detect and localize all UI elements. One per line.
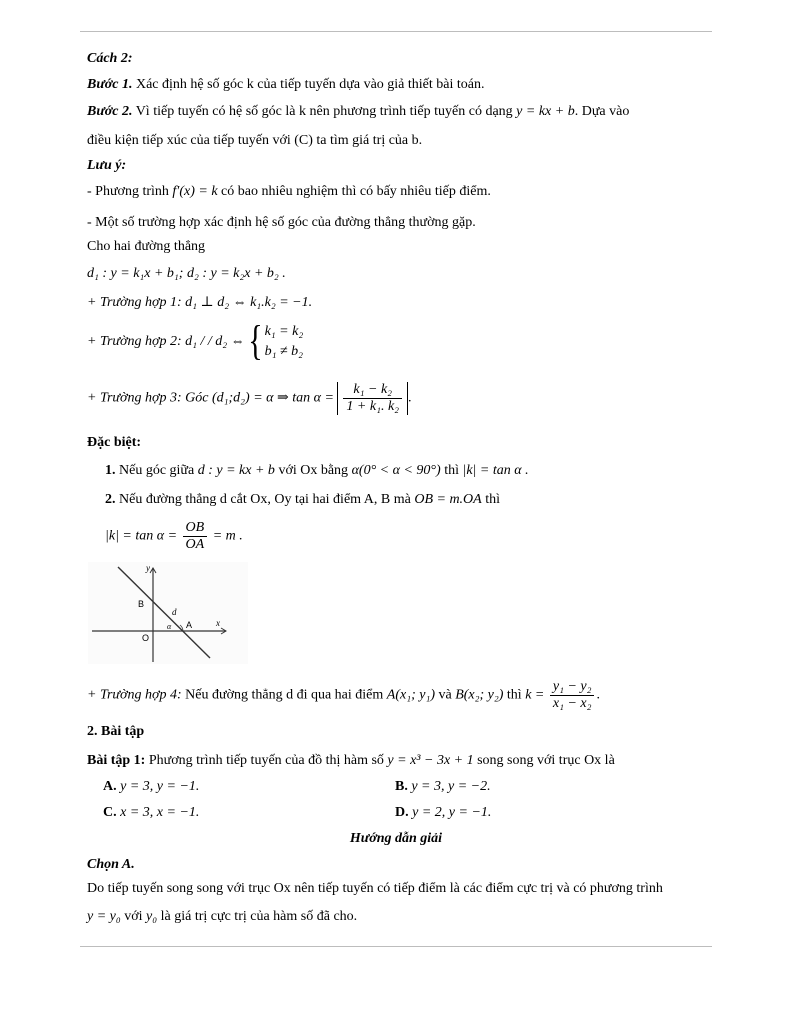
- option-b-letter: B.: [395, 779, 408, 794]
- special-1: [105, 462, 529, 480]
- angle-alpha-label: α: [167, 622, 172, 631]
- note-1-text: - Phương trình: [87, 184, 173, 199]
- special-1-text2: với Ox bằng: [274, 463, 352, 478]
- option-d-letter: D.: [395, 805, 409, 820]
- note-1-text-end: có bao nhiêu nghiệm thì có bấy nhiêu tiếp điểm.: [217, 184, 491, 199]
- option-a[interactable]: [103, 779, 199, 795]
- case-3-end: .: [408, 390, 412, 406]
- special-2: [105, 491, 500, 509]
- case-3-fraction: [343, 382, 402, 415]
- option-a-text: y = 3, y = −1.: [120, 779, 200, 794]
- origin-label: O: [142, 633, 150, 643]
- case-4-fraction: [550, 679, 595, 712]
- special-2-numerator: OB: [183, 520, 208, 537]
- exercise-1-text: Phương trình tiếp tuyến của đồ thị hàm số: [145, 753, 388, 768]
- case-2-formula: : d₁ / / d₂ ⇔: [177, 334, 245, 349]
- option-a-letter: A.: [103, 779, 117, 794]
- case-2-row2: b₁ ≠ b₂: [264, 344, 304, 359]
- line-figure: [88, 562, 248, 664]
- figure-background: [88, 562, 248, 664]
- option-c[interactable]: [103, 805, 199, 821]
- special-2-fraction: [183, 520, 208, 553]
- solution-line-1: Do tiếp tuyến song song với trục Ox nên tiếp tuyến có tiếp điểm là các điểm cực trị và có phương trình: [87, 881, 663, 896]
- case-4-label: + Trường hợp 4:: [87, 687, 182, 703]
- case-2-label: + Trường hợp 2: [87, 334, 177, 349]
- heading-luu-y: Lưu ý:: [87, 158, 127, 173]
- point-B-label: B: [138, 599, 145, 609]
- special-2-formula-right: = m .: [212, 528, 243, 544]
- special-1-eq3: |k| = tan α .: [462, 463, 529, 478]
- step2-label: Bước 2.: [87, 104, 133, 119]
- case-3: [87, 382, 412, 415]
- special-1-label: 1.: [105, 463, 116, 478]
- step2-line2: điều kiện tiếp xúc của tiếp tuyến với (C) ta tìm giá trị của b.: [87, 133, 423, 148]
- exercise-1-function: y = x³ − 3x + 1: [387, 753, 474, 768]
- special-2-eq: OB = m.OA: [414, 492, 482, 507]
- case-2: [87, 318, 304, 365]
- case-1-label: + Trường hợp 1: [87, 295, 177, 310]
- special-1-text3: thì: [440, 463, 463, 478]
- special-1-eq: d : y = kx + b: [197, 463, 275, 478]
- exercise-1-text-end: song song với trục Ox là: [473, 753, 615, 768]
- special-2-label: 2.: [105, 492, 116, 507]
- exercise-1: [87, 752, 615, 770]
- case-3-label: + Trường hợp 3: [87, 390, 177, 406]
- option-c-letter: C.: [103, 805, 117, 820]
- point-A-label: A: [186, 620, 193, 630]
- step2-text: Vì tiếp tuyến có hệ số góc là k nên phương trình tiếp tuyến có dạng: [132, 104, 517, 119]
- case-3-formula: : Góc (d₁;d₂) = α ⇒ tan α =: [177, 390, 334, 406]
- exercise-1-label: Bài tập 1:: [87, 753, 146, 768]
- line-d-label: d: [172, 607, 177, 617]
- x-label: x: [216, 618, 220, 628]
- case-3-abs: [337, 382, 408, 415]
- note-1: [87, 183, 491, 201]
- case-4-and: và: [434, 687, 456, 703]
- case-4-point-A: A(x₁; y₁): [386, 687, 435, 703]
- option-c-text: x = 3, x = −1.: [120, 805, 200, 820]
- special-2-text: Nếu đường thẳng d cắt Ox, Oy tại hai điểm A, B mà: [115, 492, 415, 507]
- special-2-formula: [105, 520, 243, 553]
- step2-line: [87, 103, 629, 121]
- case-4-numerator: y₁ − y₂: [550, 679, 595, 696]
- solution-equation: y = y₀: [87, 909, 121, 924]
- heading-cach2: Cách 2:: [87, 51, 133, 66]
- lines-definition: d₁ : y = k₁x + b₁; d₂ : y = k₂x + b₂ .: [87, 266, 286, 281]
- top-rule: [80, 31, 712, 32]
- case-2-row1: k₁ = k₂: [264, 324, 304, 339]
- two-lines-intro: Cho hai đường thẳng: [87, 239, 206, 254]
- case-1-formula: : d₁ ⊥ d₂ ⇔ k₁.k₂ = −1.: [177, 295, 313, 310]
- special-1-text: Nếu góc giữa: [115, 463, 198, 478]
- case-4-end: .: [596, 687, 600, 703]
- solution-y0: y₀: [146, 909, 158, 924]
- y-label: y: [146, 563, 150, 573]
- section-exercises: 2. Bài tập: [87, 724, 145, 739]
- option-d-text: y = 2, y = −1.: [412, 805, 492, 820]
- case-4-point-B: B(x₂; y₂): [455, 687, 504, 703]
- option-b-text: y = 3, y = −2.: [411, 779, 491, 794]
- step1-line: [87, 76, 485, 94]
- case-3-denominator: 1 + k₁. k₂: [346, 399, 400, 414]
- option-d[interactable]: [395, 805, 491, 821]
- case-4-text: Nếu đường thẳng d đi qua hai điểm: [181, 687, 387, 703]
- case-4: [87, 679, 600, 712]
- note-2: - Một số trường hợp xác định hệ số góc của đường thẳng thường gặp.: [87, 215, 476, 230]
- solution-text: với: [120, 909, 147, 924]
- step2-equation: y = kx + b: [516, 104, 575, 119]
- step1-label: Bước 1.: [87, 77, 133, 92]
- case-4-k: k =: [525, 687, 545, 703]
- special-1-eq2: α(0° < α < 90°): [351, 463, 441, 478]
- special-2-formula-left: |k| = tan α =: [105, 528, 178, 544]
- note-1-equation: f′(x) = k: [172, 184, 218, 199]
- solution-heading: Hướng dẫn giải: [349, 831, 443, 846]
- special-2-text2: thì: [481, 492, 500, 507]
- answer-choice: Chọn A.: [87, 857, 135, 872]
- case-4-denominator: x₁ − x₂: [552, 696, 592, 711]
- case-2-system: [265, 322, 304, 362]
- option-b[interactable]: [395, 779, 491, 795]
- solution-line-2: [87, 908, 357, 926]
- case-3-numerator: k₁ − k₂: [343, 382, 402, 399]
- special-2-denominator: OA: [185, 537, 205, 552]
- case-2-brace: {: [248, 318, 263, 365]
- step2-text-end: . Dựa vào: [574, 104, 630, 119]
- solution-text-end: là giá trị cực trị của hàm số đã cho.: [157, 909, 358, 924]
- case-1: [87, 294, 312, 312]
- bottom-rule: [80, 946, 712, 947]
- step1-text: Xác định hệ số góc k của tiếp tuyến dựa vào giả thiết bài toán.: [132, 77, 485, 92]
- case-4-then: thì: [503, 687, 526, 703]
- heading-dac-biet: Đặc biệt:: [87, 435, 142, 450]
